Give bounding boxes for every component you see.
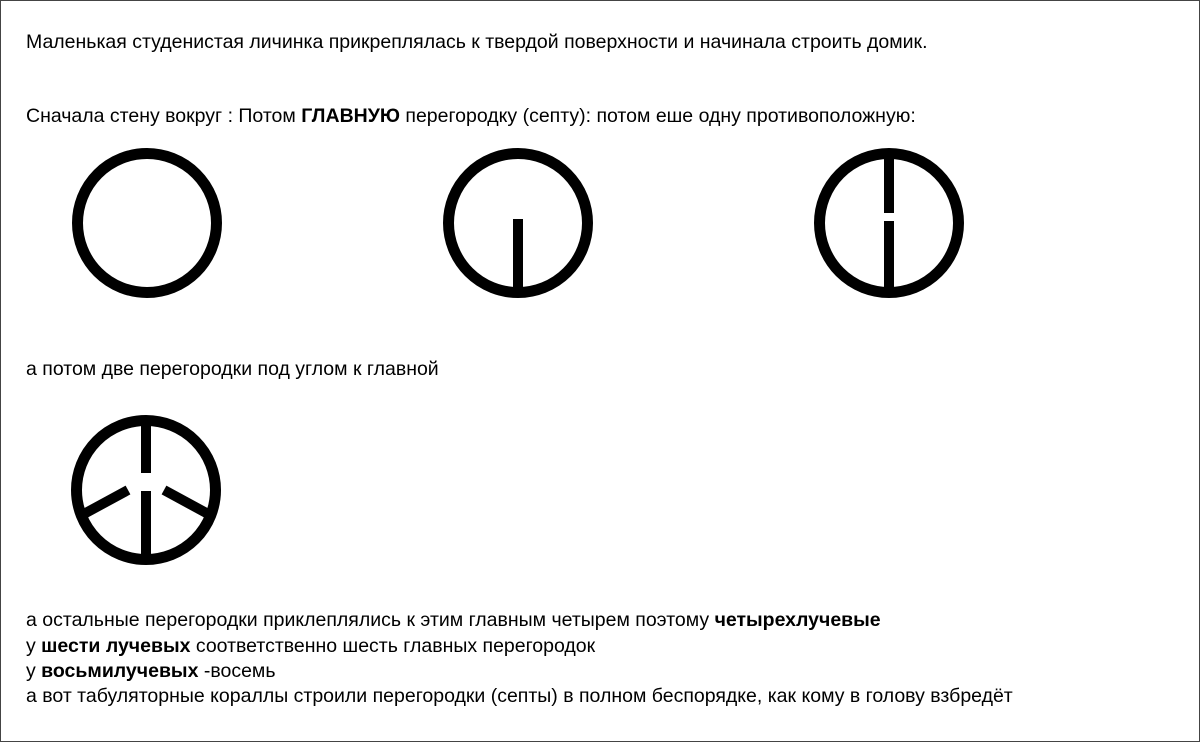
stages-caption-part2: перегородку (септу): потом еше одну противоположную: xyxy=(399,105,916,127)
eight-ray-text-part1: у xyxy=(26,660,42,682)
opposite-septum xyxy=(884,152,894,213)
six-ray-term: шести лучевых xyxy=(41,635,191,657)
stages-caption xyxy=(26,104,916,128)
tabulate-corals-text-span: а вот табуляторные кораллы строили перегородки (септы) в полном беспорядке, как кому в голову взбредёт xyxy=(26,685,1013,707)
stage2-main-septum-figure xyxy=(441,146,595,300)
stage1-wall-figure xyxy=(70,146,224,300)
main-septum xyxy=(513,219,523,294)
six-ray-text-part1: у xyxy=(26,635,42,657)
four-ray-text-part1: а остальные перегородки приклеплялись к этим главным четырем поэтому xyxy=(26,609,715,631)
angled-septa-caption xyxy=(26,357,439,381)
eight-ray-term: восьмилучевых xyxy=(41,660,199,682)
main-septum xyxy=(141,491,151,561)
four-ray-text xyxy=(26,608,881,632)
stages-caption-part1: Сначала стену вокруг : Потом xyxy=(26,105,302,127)
intro-text-span: Маленькая студенистая личинка прикреплялась к твердой поверхности и начинала строить домик. xyxy=(26,31,928,53)
stage4-four-septa-figure xyxy=(69,413,223,567)
four-ray-term: четырехлучевые xyxy=(714,609,881,631)
left-angled-septum xyxy=(82,490,128,515)
stage3-opposite-septum-figure xyxy=(812,146,966,300)
eight-ray-text-part2: -восемь xyxy=(198,660,276,682)
right-angled-septum xyxy=(164,490,210,515)
eight-ray-text xyxy=(26,659,276,683)
main-septum xyxy=(884,221,894,294)
six-ray-text xyxy=(26,634,595,658)
opposite-septum xyxy=(141,419,151,473)
six-ray-text-part2: соответственно шесть главных перегородок xyxy=(190,635,596,657)
angled-septa-caption-span: а потом две перегородки под углом к главной xyxy=(26,358,439,380)
stages-caption-bold: ГЛАВНУЮ xyxy=(301,105,400,127)
tabulate-corals-text xyxy=(26,684,1013,708)
wall-circle xyxy=(78,154,217,293)
intro-text xyxy=(26,30,928,54)
